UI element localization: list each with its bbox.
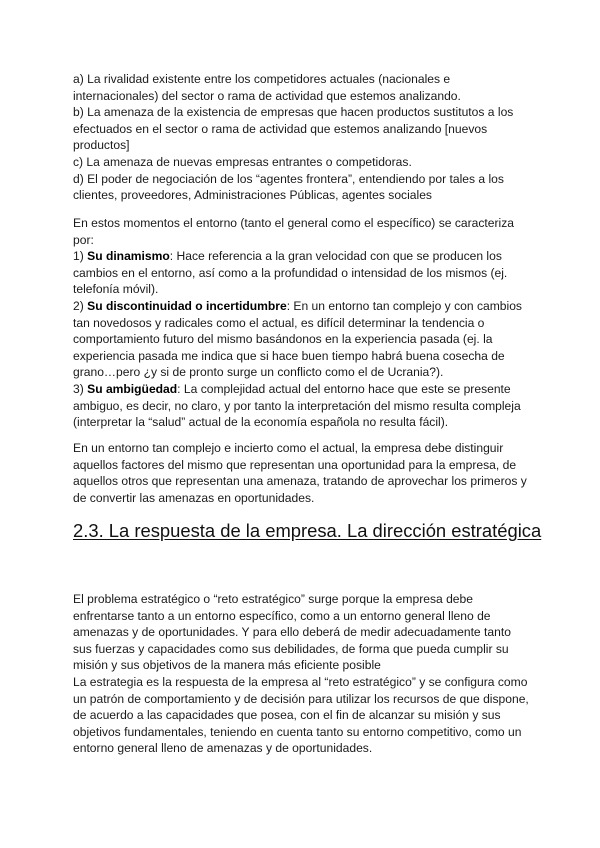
section-heading: 2.3. La respuesta de la empresa. La dirección estratégica bbox=[73, 520, 542, 541]
item-number: 3) bbox=[73, 381, 88, 396]
item-number: 1) bbox=[73, 249, 88, 264]
environment-paragraph-block bbox=[73, 440, 533, 506]
item-text: : La complejidad actual del entorno hace que este se presente ambiguo, es decir, no claro, y por tanto la interpretación del mismo resulta compleja (interpretar la “salud” actual de la economía española no resulta fácil). bbox=[73, 381, 521, 430]
strategy-definition-paragraph: La estrategia es la respuesta de la empresa al “reto estratégico” y se configura como un patrón de comportamiento y de decisión para utilizar los recursos de que dispone, de acuerdo a las capacidades que posea, con el fin de alcanzar su misión y sus objetivos fundamentales, teniendo en cuenta tanto su entorno competitivo, como un entorno general lleno de amenazas y de oportunidades. bbox=[73, 674, 529, 756]
competitive-forces-list bbox=[73, 71, 533, 204]
term-dinamismo: Su dinamismo bbox=[87, 249, 170, 264]
environment-paragraph: En un entorno tan complejo e incierto como el actual, la empresa debe distinguir aquellos factores del mismo que representan una oportunidad para la empresa, de aquellos otros que representan una amenaza, tratando de aprovechar los primeros y de convertir las amenazas en oportunidades. bbox=[73, 441, 527, 505]
term-discontinuidad: Su discontinuidad o incertidumbre bbox=[87, 298, 287, 313]
term-ambiguedad: Su ambigüedad bbox=[87, 381, 178, 396]
list-item-a: a) La rivalidad existente entre los competidores actuales (nacionales e internacionales) del sector o rama de actividad que estemos analizando. bbox=[73, 72, 461, 103]
list-item-b: b) La amenaza de la existencia de empresas que hacen productos sustitutos a los efectuados en el sector o rama de actividad que estemos analizando [nuevos productos] bbox=[73, 105, 514, 153]
characteristic-item bbox=[73, 248, 533, 298]
item-text: : Hace referencia a la gran velocidad con que se producen los cambios en el entorno, así como a la profundidad o intensidad de los mismos (ej. telefonía móvil). bbox=[73, 249, 508, 297]
list-item-d: d) El poder de negociación de los “agentes frontera”, entendiendo por tales a los clientes, proveedores, Administraciones Públicas, agentes sociales bbox=[73, 171, 504, 203]
list-item-c: c) La amenaza de nuevas empresas entrantes o competidoras. bbox=[73, 154, 412, 169]
characteristic-item bbox=[73, 381, 533, 431]
environment-characteristics bbox=[73, 215, 533, 431]
strategic-problem-paragraph: El problema estratégico o “reto estratégico” surge porque la empresa debe enfrentarse tanto a un entorno específico, como a un entorno general lleno de amenazas y de oportunidades. Y para ello deberá de medir adecuadamente tanto sus fuerzas y capacidades como sus debilidades, de forma que pueda cumplir su misión y sus objetivos de la manera más eficiente posible bbox=[73, 592, 511, 673]
intro-paragraph: En estos momentos el entorno (tanto el general como el específico) se caracteriza por: bbox=[73, 216, 514, 247]
strategy-section-body bbox=[73, 591, 533, 757]
characteristic-item bbox=[73, 298, 533, 381]
item-number: 2) bbox=[73, 298, 88, 313]
item-text: : En un entorno tan complejo y con cambios tan novedosos y radicales como el actual, es difícil determinar la tendencia o comportamiento futuro del mismo basándonos en la experiencia pasada (ej. la experiencia pasada me indica que si hace buen tiempo habrá buena cosecha de grano…pero ¿y si de pronto surge un conflicto como el de Ucrania?). bbox=[73, 298, 522, 380]
